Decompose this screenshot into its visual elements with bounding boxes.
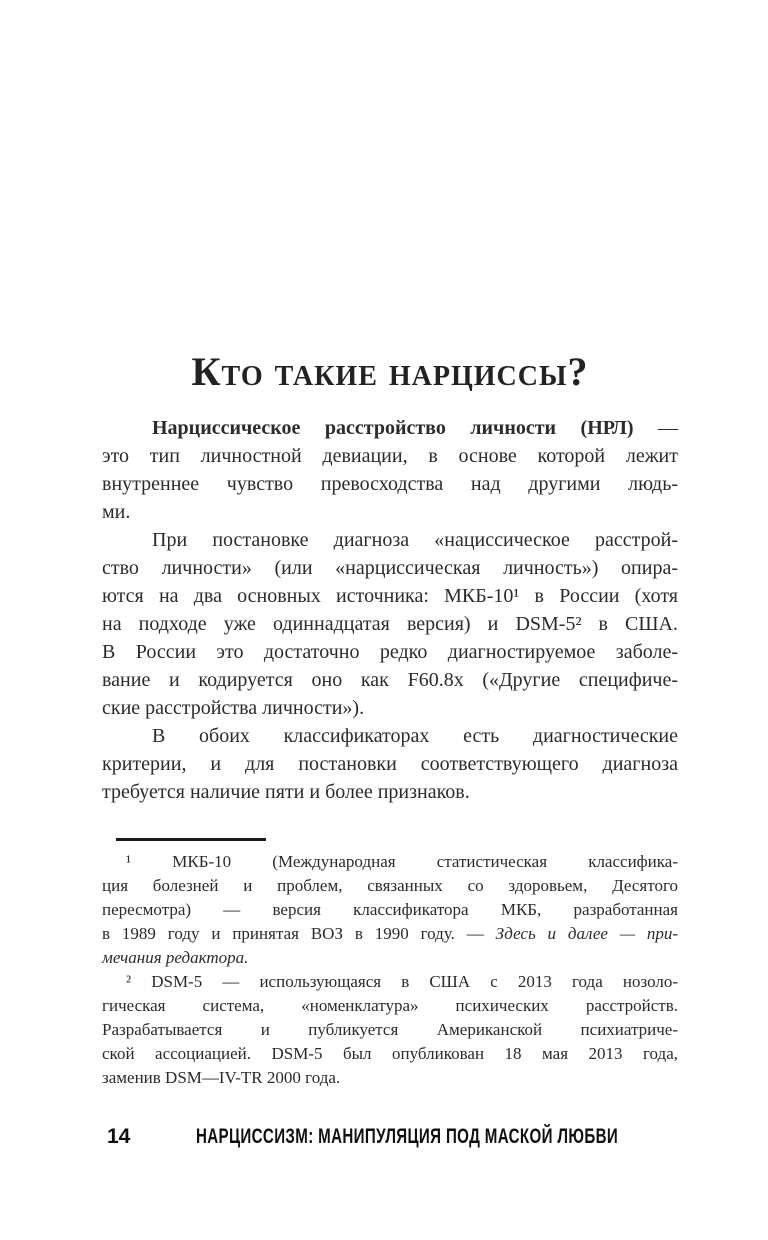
body-line: В обоих классификаторах есть диагностические	[152, 725, 678, 747]
footnote-2	[102, 970, 678, 1090]
body-line: ми.	[102, 501, 131, 523]
paragraph-2	[102, 526, 678, 722]
footnote-text: в 1989 году и принятая ВОЗ в 1990 году. —	[102, 924, 496, 943]
footnote-line: ской ассоциацией. DSM-5 был опубликован 18 мая 2013 года,	[102, 1044, 678, 1063]
body-line: При постановке диагноза «нациссическое расстрой-	[152, 529, 678, 551]
paragraph-3	[102, 722, 678, 806]
paragraph-1	[102, 414, 678, 526]
page-footer	[102, 1124, 678, 1150]
body-line: ются на два основных источника: МКБ-10¹ в России (хотя	[102, 585, 678, 607]
paragraph-bold-lead: Нарциссическое расстройство личности (НРЛ)	[152, 417, 634, 439]
footnote-editor-note: Здесь и далее — при-	[495, 924, 678, 943]
footnote-line: пересмотра) — версия классификатора МКБ, разработанная	[102, 900, 678, 919]
footnote-line: заменив DSM—IV-TR 2000 года.	[102, 1068, 341, 1087]
footnote-line: мечания редактора.	[102, 948, 249, 967]
body-line: критерии, и для постановки соответствующего диагноза	[102, 753, 678, 775]
body-text	[102, 414, 678, 806]
body-line: ские расстройства личности»).	[102, 697, 365, 719]
footnote-line: гическая система, «номенклатура» психических расстройств.	[102, 996, 678, 1015]
footnote-line: Разрабатывается и публикуется Американской психиатриче-	[102, 1020, 678, 1039]
footnotes	[102, 850, 678, 1090]
footnote-line	[102, 922, 678, 946]
footnote-separator	[116, 838, 266, 841]
footnote-line: ¹ МКБ-10 (Международная статистическая классифика-	[126, 852, 678, 871]
body-line: на подходе уже одиннадцатая версия) и DSM-5² в США.	[102, 613, 678, 635]
body-line: внутреннее чувство превосходства над другими людь-	[102, 473, 678, 495]
body-line: требуется наличие пяти и более признаков.	[102, 781, 470, 803]
body-line: вание и кодируется оно как F60.8x («Другие специфиче-	[102, 669, 678, 691]
footnote-1	[102, 850, 678, 970]
running-title: НАРЦИССИЗМ: МАНИПУЛЯЦИЯ ПОД МАСКОЙ ЛЮБВИ	[196, 1125, 619, 1148]
body-line: В России это достаточно редко диагностируемое заболе-	[102, 641, 678, 663]
body-line: это тип личностной девиации, в основе которой лежит	[102, 445, 678, 467]
page-number: 14	[107, 1125, 131, 1148]
body-line-tail: —	[633, 417, 678, 439]
body-line	[102, 414, 678, 442]
footnote-line: ция болезней и проблем, связанных со здоровьем, Десятого	[102, 876, 678, 895]
chapter-title: Кто такие нарциссы?	[191, 349, 589, 394]
footnote-line: ² DSM-5 — использующаяся в США с 2013 года нозоло-	[126, 972, 678, 991]
body-line: ство личности» (или «нарциссическая личность») опира-	[102, 557, 678, 579]
